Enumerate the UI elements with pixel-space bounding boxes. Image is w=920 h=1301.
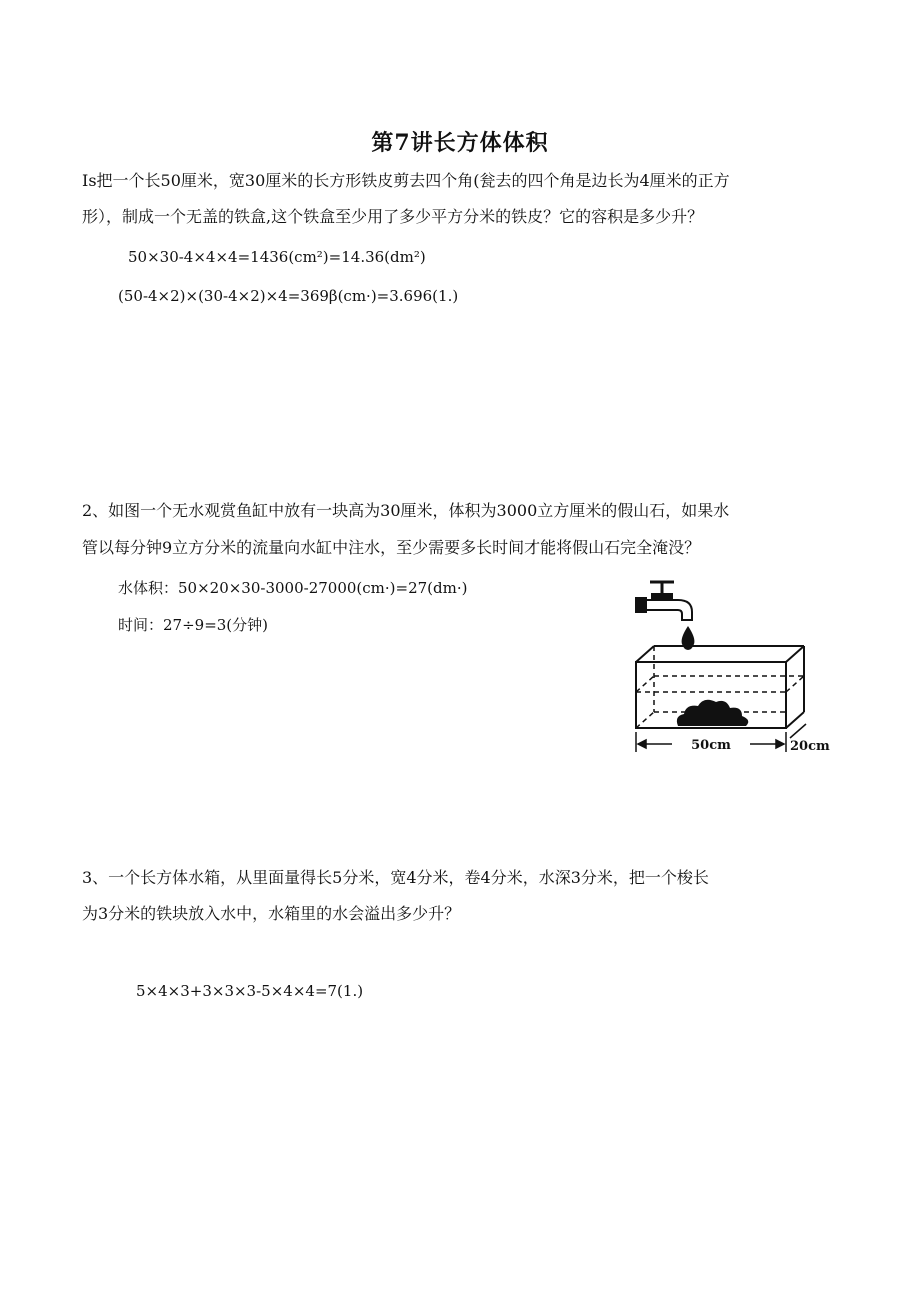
question-1-answer-2: (50-4×2)×(30-4×2)×4=369β(cm·)=3.696(1.): [118, 287, 459, 305]
question-3-line-1: 3、一个长方体水箱，从里面量得长5分米，宽4分米，卷4分米，水深3分米，把一个梭长: [82, 868, 709, 887]
question-2-answer-1: 水体积：50×20×30-3000-27000(cm·)=27(dm·): [118, 579, 468, 597]
page-title: 第7讲长方体体积: [371, 130, 549, 156]
question-1-answer-1: 50×30-4×4×4=1436(cm²)=14.36(dm²): [128, 248, 426, 266]
question-1-line-1: Is把一个长50厘米，宽30厘米的长方形铁皮剪去四个角(瓮去的四个角是边长为4厘米的正方: [82, 171, 730, 190]
width-label: 20cm: [790, 739, 830, 754]
fish-tank-figure: [628, 574, 830, 756]
question-2-line-1: 2、如图一个无水观赏鱼缸中放有一块高为30厘米，体积为3000立方厘米的假山石，如果水: [82, 501, 730, 520]
question-2-answer-2: 时间：27÷9=3(分钟): [118, 616, 269, 634]
length-label: 50cm: [691, 738, 731, 753]
question-1-line-2: 形），制成一个无盖的铁盒,这个铁盒至少用了多少平方分米的铁皮？它的容积是多少升？: [82, 207, 704, 226]
faucet-icon: [636, 582, 692, 620]
question-2-line-2: 管以每分钟9立方分米的流量向水缸中注水，至少需要多长时间才能将假山石完全淹没？: [82, 538, 701, 557]
question-3-answer-1: 5×4×3+3×3×3-5×4×4=7(1.): [136, 982, 364, 1000]
rock-icon: [677, 700, 748, 726]
question-3-line-2: 为3分米的铁块放入水中，水箱里的水会溢出多少升？: [82, 904, 461, 923]
width-dimension: [790, 724, 806, 738]
